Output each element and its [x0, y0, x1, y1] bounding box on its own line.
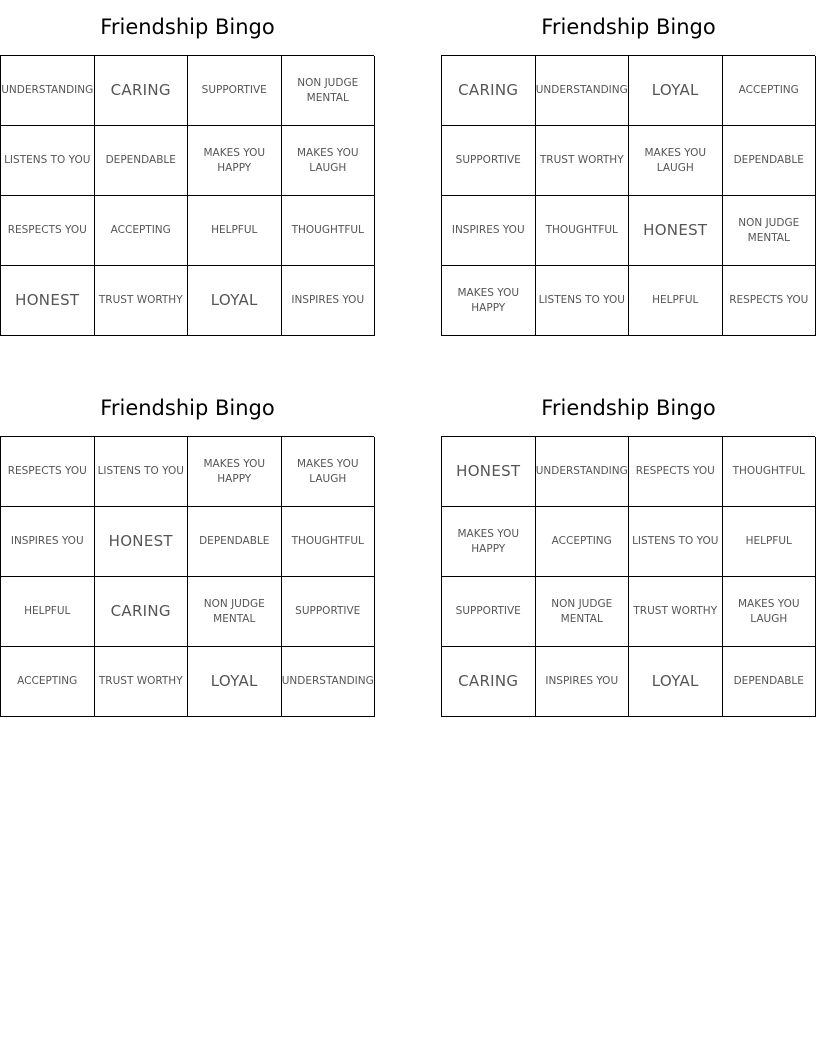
bingo-cell: DEPENDABLE	[723, 647, 816, 717]
bingo-grid	[441, 55, 815, 336]
bingo-cell: MAKES YOU LAUGH	[629, 126, 723, 196]
bingo-cell: NON JUDGE MENTAL	[188, 577, 282, 647]
bingo-cell: UNDERSTANDING	[536, 437, 630, 507]
bingo-cell: MAKES YOU LAUGH	[282, 126, 376, 196]
bingo-cell: LISTENS TO YOU	[95, 437, 189, 507]
bingo-cell: LISTENS TO YOU	[629, 507, 723, 577]
bingo-cell: CARING	[442, 647, 536, 717]
bingo-cell: MAKES YOU HAPPY	[442, 266, 536, 336]
bingo-cell: THOUGHTFUL	[282, 507, 376, 577]
bingo-cell: ACCEPTING	[95, 196, 189, 266]
bingo-cell: MAKES YOU HAPPY	[188, 437, 282, 507]
bingo-cell: LOYAL	[629, 647, 723, 717]
bingo-cell: THOUGHTFUL	[723, 437, 816, 507]
bingo-cell: HELPFUL	[723, 507, 816, 577]
card-title: Friendship Bingo	[100, 15, 275, 39]
bingo-cell: CARING	[442, 56, 536, 126]
bingo-cell: NON JUDGE MENTAL	[723, 196, 816, 266]
bingo-cell: UNDERSTANDING	[1, 56, 95, 126]
bingo-cell: MAKES YOU HAPPY	[442, 507, 536, 577]
bingo-cell: SUPPORTIVE	[282, 577, 376, 647]
bingo-cell: DEPENDABLE	[723, 126, 816, 196]
bingo-cell: UNDERSTANDING	[536, 56, 630, 126]
bingo-grid	[0, 55, 374, 336]
bingo-cell: DEPENDABLE	[95, 126, 189, 196]
bingo-cell: HONEST	[95, 507, 189, 577]
bingo-cell: SUPPORTIVE	[442, 126, 536, 196]
bingo-cell: MAKES YOU LAUGH	[723, 577, 816, 647]
bingo-cell: SUPPORTIVE	[188, 56, 282, 126]
bingo-cell: CARING	[95, 577, 189, 647]
card-title: Friendship Bingo	[541, 15, 716, 39]
bingo-cell: INSPIRES YOU	[536, 647, 630, 717]
bingo-cell: ACCEPTING	[536, 507, 630, 577]
bingo-cell: HELPFUL	[188, 196, 282, 266]
card-title: Friendship Bingo	[541, 396, 716, 420]
bingo-cell: NON JUDGE MENTAL	[282, 56, 376, 126]
bingo-cell: ACCEPTING	[723, 56, 816, 126]
bingo-cell: RESPECTS YOU	[1, 196, 95, 266]
bingo-cell: RESPECTS YOU	[629, 437, 723, 507]
bingo-cell: HONEST	[442, 437, 536, 507]
bingo-cell: TRUST WORTHY	[95, 647, 189, 717]
bingo-card-4	[441, 381, 816, 717]
bingo-card-3	[0, 381, 375, 717]
bingo-cell: TRUST WORTHY	[536, 126, 630, 196]
bingo-cell: HELPFUL	[629, 266, 723, 336]
bingo-cell: HONEST	[629, 196, 723, 266]
bingo-cell: INSPIRES YOU	[282, 266, 376, 336]
bingo-cell: LISTENS TO YOU	[1, 126, 95, 196]
card-title: Friendship Bingo	[100, 396, 275, 420]
bingo-cell: THOUGHTFUL	[536, 196, 630, 266]
bingo-cell: MAKES YOU HAPPY	[188, 126, 282, 196]
bingo-cell: INSPIRES YOU	[1, 507, 95, 577]
bingo-cell: DEPENDABLE	[188, 507, 282, 577]
bingo-cell: RESPECTS YOU	[1, 437, 95, 507]
bingo-cell: ACCEPTING	[1, 647, 95, 717]
bingo-cell: SUPPORTIVE	[442, 577, 536, 647]
bingo-grid	[441, 436, 815, 717]
bingo-card-2	[441, 0, 816, 336]
bingo-card-1	[0, 0, 375, 336]
bingo-cell: INSPIRES YOU	[442, 196, 536, 266]
bingo-cell: NON JUDGE MENTAL	[536, 577, 630, 647]
bingo-cell: UNDERSTANDING	[282, 647, 376, 717]
bingo-grid	[0, 436, 374, 717]
bingo-cell: LOYAL	[188, 647, 282, 717]
bingo-cell: LOYAL	[629, 56, 723, 126]
bingo-cell: MAKES YOU LAUGH	[282, 437, 376, 507]
bingo-cell: LOYAL	[188, 266, 282, 336]
bingo-cell: LISTENS TO YOU	[536, 266, 630, 336]
bingo-cell: THOUGHTFUL	[282, 196, 376, 266]
bingo-cell: HONEST	[1, 266, 95, 336]
bingo-cell: RESPECTS YOU	[723, 266, 816, 336]
bingo-cell: HELPFUL	[1, 577, 95, 647]
bingo-cell: TRUST WORTHY	[629, 577, 723, 647]
bingo-cell: TRUST WORTHY	[95, 266, 189, 336]
bingo-cell: CARING	[95, 56, 189, 126]
